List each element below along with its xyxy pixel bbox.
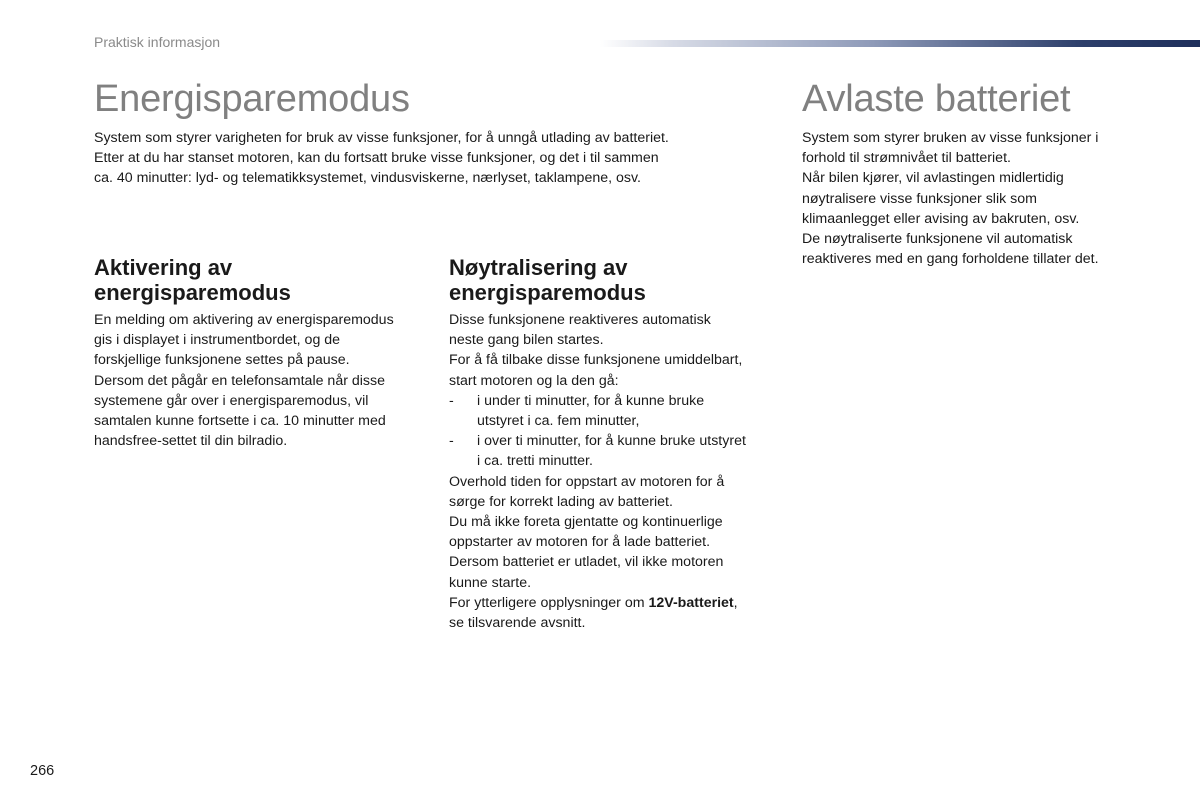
activation-heading-line: Aktivering av <box>94 255 233 280</box>
battery-relief-line: forhold til strømnivået til batteriet. <box>802 150 1011 167</box>
page-number: 266 <box>30 763 55 779</box>
more-info-suffix: , <box>733 594 738 611</box>
neutralisation-line: Disse funksjonene reaktiveres automatisk <box>449 312 711 328</box>
list-item-line: i under ti minutter, for å kunne bruke <box>477 392 705 409</box>
activation-heading <box>94 255 414 305</box>
list-dash: - <box>449 433 454 450</box>
neutralisation-heading-line: Nøytralisering av <box>449 255 628 280</box>
activation-line: Dersom det pågår en telefonsamtale når disse <box>94 372 386 389</box>
activation-line: systemene går over i energisparemodus, vil <box>94 392 369 409</box>
battery-relief-line: klimaanlegget eller avising av bakruten, osv. <box>802 210 1080 227</box>
activation-line: gis i displayet i instrumentbordet, og de <box>94 332 341 349</box>
neutralisation-line: oppstarter av motoren for å lade batteriet. <box>449 534 711 551</box>
neutralisation-line: Dersom batteriet er utladet, vil ikke motoren <box>449 554 724 571</box>
neutralisation-line: sørge for korrekt lading av batteriet. <box>449 493 673 510</box>
neutralisation-text <box>449 310 789 633</box>
list-item-line: utstyret i ca. fem minutter, <box>477 413 640 430</box>
energy-saving-title: Energisparemodus <box>94 78 410 120</box>
battery-relief-line: reaktiveres med en gang forholdene tillater det. <box>802 251 1099 268</box>
list-item-line: i over ti minutter, for å kunne bruke utstyret <box>477 433 746 450</box>
activation-heading-line: energisparemodus <box>94 280 291 305</box>
more-info-prefix: For ytterligere opplysninger om <box>449 594 649 611</box>
battery-relief-line: De nøytraliserte funksjonene vil automatisk <box>802 231 1073 248</box>
more-info-line: se tilsvarende avsnitt. <box>449 615 586 632</box>
list-item <box>449 431 789 471</box>
energy-saving-intro <box>94 128 754 189</box>
battery-reference: 12V-batteriet <box>648 594 734 611</box>
section-label: Praktisk informasjon <box>94 34 221 50</box>
header-gradient-bar <box>600 40 1200 47</box>
neutralisation-line: Overhold tiden for oppstart av motoren for å <box>449 473 725 490</box>
activation-line: samtalen kunne fortsette i ca. 10 minutter med <box>94 413 386 430</box>
neutralisation-line: neste gang bilen startes. <box>449 332 604 349</box>
battery-relief-line: nøytralisere visse funksjoner slik som <box>802 190 1037 207</box>
intro-line: ca. 40 minutter: lyd- og telematikksystemet, vindusviskerne, nærlyset, taklampene, osv. <box>94 170 641 187</box>
more-info-line <box>449 593 789 613</box>
neutralisation-heading <box>449 255 769 305</box>
activation-line: handsfree-settet til din bilradio. <box>94 433 288 450</box>
list-dash: - <box>449 392 454 409</box>
list-item <box>449 391 789 431</box>
activation-text <box>94 310 434 451</box>
battery-relief-title: Avlaste batteriet <box>802 78 1071 120</box>
battery-relief-text <box>802 128 1152 269</box>
list-item-line: i ca. tretti minutter. <box>477 453 593 470</box>
neutralisation-line: start motoren og la den gå: <box>449 372 619 389</box>
intro-line: System som styrer varigheten for bruk av visse funksjoner, for å unngå utlading av batteriet. <box>94 130 669 146</box>
activation-line: forskjellige funksjonene settes på pause. <box>94 352 350 369</box>
battery-relief-line: System som styrer bruken av visse funksjoner i <box>802 130 1099 146</box>
neutralisation-line: kunne starte. <box>449 574 532 591</box>
intro-line: Etter at du har stanset motoren, kan du fortsatt bruke visse funksjoner, og det i til sammen <box>94 150 659 167</box>
battery-relief-line: Når bilen kjører, vil avlastingen midlertidig <box>802 170 1064 187</box>
activation-line: En melding om aktivering av energisparemodus <box>94 312 394 328</box>
neutralisation-line: For å få tilbake disse funksjonene umiddelbart, <box>449 352 743 369</box>
neutralisation-line: Du må ikke foreta gjentatte og kontinuerlige <box>449 514 723 531</box>
neutralisation-heading-line: energisparemodus <box>449 280 646 305</box>
